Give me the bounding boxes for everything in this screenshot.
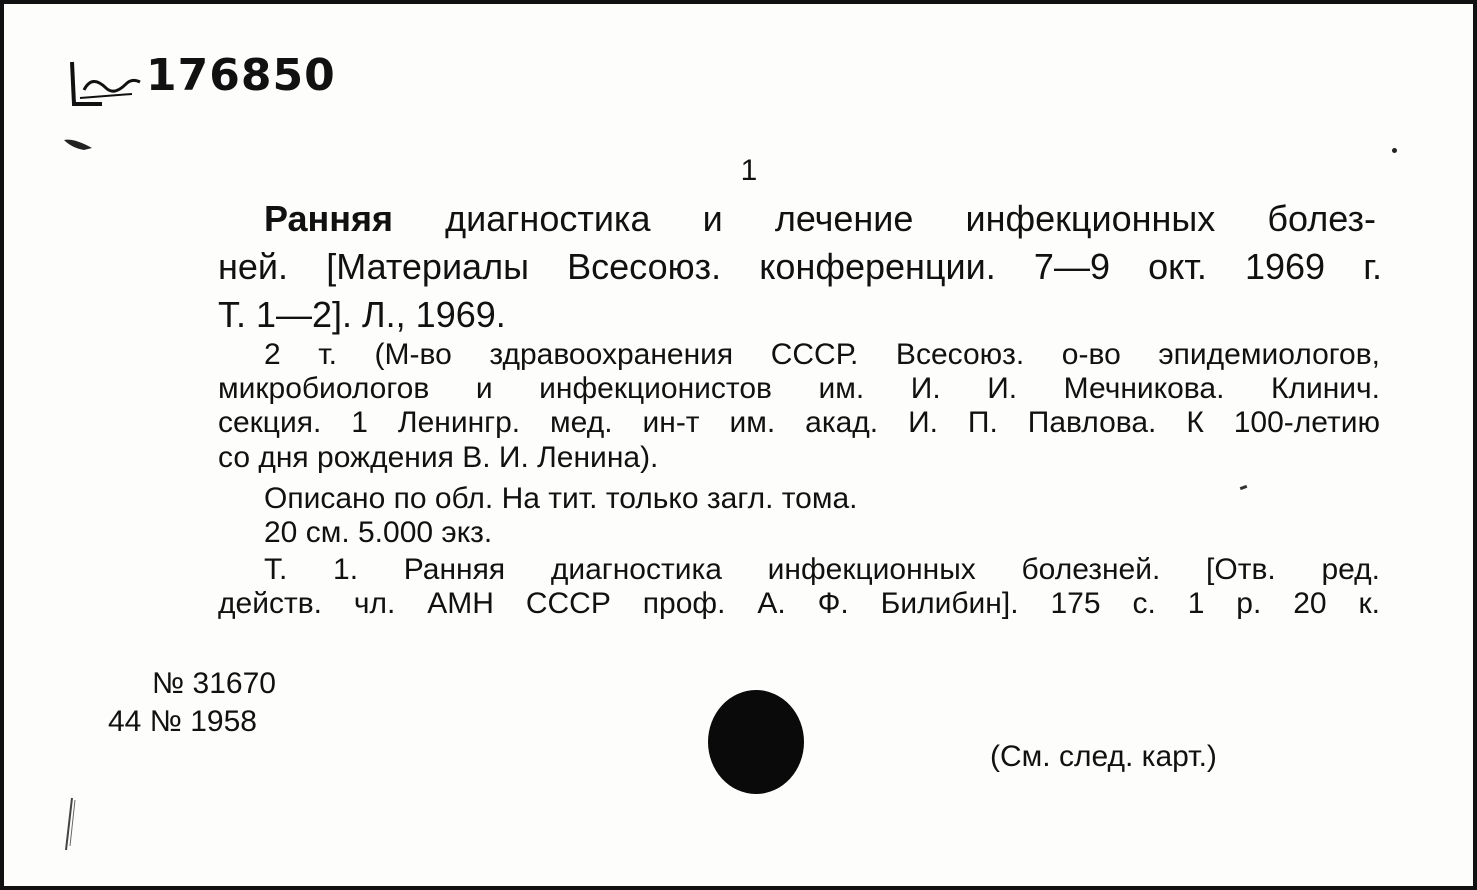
note-line: Описано по обл. На тит. только загл. тома. xyxy=(264,482,858,515)
handwritten-number: 176850 xyxy=(146,50,336,101)
ink-dash xyxy=(1240,485,1248,490)
description-line-3: секция. 1 Ленингр. мед. ин-т им. акад. И. П. Павлова. К 100-летию xyxy=(218,406,1380,439)
card-punch-hole xyxy=(708,690,804,794)
volume-contents-line-1: Т. 1. Ранняя диагностика инфекционных болезней. [Отв. ред. xyxy=(264,553,1380,586)
accession-number-1: № 31670 xyxy=(152,667,276,700)
title-line-1-rest: диагностика и лечение инфекционных болез- xyxy=(393,198,1376,239)
handwritten-signature xyxy=(62,54,142,114)
title-line-1 xyxy=(264,198,1376,240)
volume-contents-line-2: действ. чл. АМН СССР проф. А. Ф. Билибин]. 175 с. 1 р. 20 к. xyxy=(218,587,1380,620)
volume-number: 1 xyxy=(740,154,758,187)
title-line-2: ней. [Материалы Всесоюз. конференции. 7—9 окт. 1969 г. xyxy=(218,246,1382,287)
continuation-note: (См. след. карт.) xyxy=(990,740,1217,773)
accession-number-2: 44 № 1958 xyxy=(108,705,257,738)
title-line-3: Т. 1—2]. Л., 1969. xyxy=(218,294,506,335)
description-line-1: 2 т. (М-во здравоохранения СССР. Всесоюз. о-во эпидемиологов, xyxy=(264,338,1380,371)
pencil-stroke-icon xyxy=(54,794,84,854)
ink-dot xyxy=(1392,148,1397,153)
description-line-2: микробиологов и инфекционистов им. И. И. Мечникова. Клинич. xyxy=(218,372,1380,405)
description-line-4: со дня рождения В. И. Ленина). xyxy=(218,441,659,474)
format-line: 20 см. 5.000 экз. xyxy=(264,516,493,549)
pencil-mark-icon xyxy=(62,136,94,152)
title-lead-word: Ранняя xyxy=(264,198,394,239)
